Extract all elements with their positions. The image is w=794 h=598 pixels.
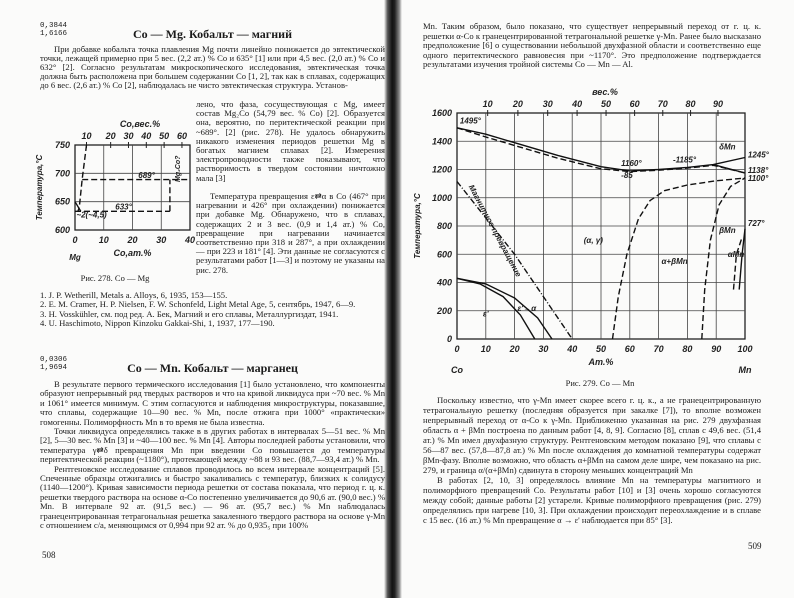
top-tick-label: 40 (141, 131, 152, 141)
top-tick-label: 50 (159, 131, 170, 141)
phase-label: Mg₂Co? (175, 155, 182, 182)
top-tick-label: 20 (105, 131, 116, 141)
paragraph: Рентгеновское исследование сплавов проводилось во всем интервале концентраций [5]. Спеченные образцы отжигались и быстро закаливались с температур, близких к солидусу (1140—1200°). Кривая зависимости периода решетки от состава показала, что период г. ц. к. решетки твердого раствора на основе α-Co постепенно увеличивается до 90,6 ат. (90,0 вес.) % Mn. В интервале 92 ат. (91,5 вес.) — 96 ат. (95,7 вес.) % Mn наблюдалась гранецентрированная тетрагональная решетка закаленного твердого раствора на основе γ-Mn с отношением c/a, меняющимся от 0,994 при 92 ат. % до 0,935₅ при 100% (40, 463, 385, 531)
annotation-label: -85 (621, 170, 633, 180)
paragraph: Температура превращения ε⇄α в Co (467° при нагревании и 426° при охлаждении) понижается при добавке Mg. Обнаружено, что в сплавах, содержащих 2 и 3 вес. (0,9 и 1,4 ат.) % Co, превращение при нагревании начинается соответственно при 318 и 287°, а при охлаждении — при 223 и 181° [4]. Эти данные не согласуются с результатами работ [1—3] и поэтому не указаны на рис. 278. (196, 191, 385, 275)
section-title-co-mn: Co — Mn. Кобальт — марганец (127, 361, 298, 375)
right-end-label: Mn (738, 365, 752, 375)
annotation-label: 727° (747, 219, 765, 228)
code-line: 1,9694 (40, 364, 68, 372)
y-tick-label: 800 (436, 221, 452, 231)
y-tick-label: 0 (446, 334, 452, 344)
y-tick-label: 1000 (431, 192, 452, 203)
paragraph: При добавке кобальта точка плавления Mg почти линейно понижается до эвтектической точки, лежащей примерно при 5 вес. (2,2 ат.) % Co и 635° [1] или при 4,5 вес. (2,0 ат.) % Co и 632° [2]. Согласно результатам микроскопического исследования, эвтектическая точка должна быть расположена при большем содержании Co [1, 2], так как в сплавах, содержащих до 6 вес. (2,6 ат.) % Co [2], наблюдалась не чисто эвтектическая структура. Установ- (40, 44, 385, 91)
left-end-label: Co (451, 365, 463, 375)
annotation-label: 1495° (459, 116, 481, 126)
y-tick-label: 650 (54, 196, 70, 207)
reference-item: 2. E. M. Cramer, H. P. Nielsen, F. W. Schonfeld, Light Metal Age, 5, сентябрь, 1947, 6—9. (40, 299, 356, 310)
annotation-label: 633° (115, 202, 132, 212)
y-axis-label: Температура,°С (35, 154, 44, 221)
top-axis-label: вес.% (592, 87, 618, 97)
y-tick-label: 600 (54, 225, 70, 235)
y-tick-label: 200 (436, 305, 452, 316)
figure-caption: Рис. 278. Co — Mg (80, 273, 150, 283)
annotation-label: Магнитное превращение (466, 183, 524, 279)
figure-278-co-mg-diagram (30, 112, 195, 272)
top-axis-label: Co,вес.% (119, 119, 161, 129)
page-number: 508 (42, 550, 56, 560)
x-tick-label: 40 (184, 235, 195, 245)
origin-label: Mg (69, 253, 81, 262)
phase-boundary-curve (739, 229, 745, 290)
annotation-label: βMn (719, 226, 736, 236)
code-line: 0,0306 (40, 356, 68, 364)
top-tick-label: 60 (629, 99, 640, 109)
top-tick-label: 20 (512, 99, 523, 109)
paragraph: Mn. Таким образом, было показано, что существует непрерывный переход от г. ц. к. решетки α-Co к гранецентрированной тетрагональной решетке γ-Mn. Ранее было высказано предположение [6] о существовании небольшой двухфазной области и соответственно еще одного перитектического равновесия при ~1170°. Это предположение подтверждается результатами изучения тройной системы Co — Mn — Al. (423, 21, 761, 70)
figure-caption: Рис. 279. Co — Mn (565, 378, 635, 388)
top-tick-label: 30 (542, 99, 553, 109)
annotation-label: 689° (138, 170, 155, 180)
top-tick-label: 50 (601, 99, 612, 109)
paragraph: В результате первого термического исследования [1] было установлено, что компоненты образуют непрерывный ряд твердых растворов и что на кривой ликвидуса при ~70 вес. % Mn и 1061° имеется минимум. С этим согласуются и наблюдения микроструктуры, показавшие, что сплавы, содержащие 10—90 вес. % Mn, после отжига при 1000° «практически» гомогенны. Полиморфность Mn в то время не была известна. (40, 379, 385, 427)
phase-boundary-curve (713, 165, 745, 173)
y-tick-label: 600 (436, 249, 452, 260)
y-tick-label: 1400 (431, 136, 452, 147)
x-tick-label: 10 (480, 344, 491, 354)
annotation-label: ε'→α (517, 303, 537, 313)
x-tick-label: 30 (538, 344, 549, 354)
paragraph: лено, что фаза, сосуществующая с Mg, имеет состав Mg₂Co (54,79 вес. % Co) [2]. Образуется она, вероятно, по перитектической реакции при ~689°. [2] (рис. 278). Не удалось обнаружить никакого изменения периодов решетки Mg в богатых магнием сплавах [2]. Измерения электропроводности также показывают, что растворимость в твердом состоянии ничтожно мала [3] (196, 99, 385, 183)
reference-item: 3. H. Vosskühler, см. под ред. А. Бек, Магний и его сплавы, Металлургиздат, 1941. (40, 308, 339, 319)
x-tick-label: 10 (98, 235, 109, 245)
annotation-label: 1100° (747, 173, 769, 183)
paragraph: Поскольку известно, что γ-Mn имеет скорее всего г. ц. к., а не гранецентрированную тетрагональную решетку (последняя образуется при закалке [7]), то вполне возможен непрерывный переход от α-Co к γ-Mn. Приближенно указанная на рис. 279 двухфазная область α + βMn построена по данным работ [4, 8, 9]. Согласно [8], сплав с 49,6 вес. (51,4 ат.) % Mn имел двухфазную структуру. Рентгеновским методом показано [9], что сплавы с 56—87 вес. (57,8—87,8 ат.) % Mn после охлаждения до комнатной температуры содержат βMn-фазу. Вполне возможно, что область α+βMn на самом деле шире, чем показано на рис. 279, и граница α/(α+βMn) сдвинута в сторону меньших концентраций Mn (423, 395, 761, 475)
y-tick-label: 1200 (431, 164, 452, 175)
y-tick-label: 1600 (431, 108, 452, 118)
section-title-co-mg: Co — Mg. Кобальт — магний (133, 27, 292, 41)
x-tick-label: 0 (72, 235, 78, 245)
x-tick-label: 30 (156, 235, 167, 245)
annotation-label: -1185° (673, 155, 697, 165)
annotation-label: αMn (727, 250, 745, 260)
reference-item: 1. J. P. Wetherill, Metals a. Alloys, 6, 1935, 153—155. (40, 290, 228, 300)
annotation-label: α+βMn (661, 257, 688, 267)
annotation-label: ~2(~4,5) (76, 210, 107, 220)
top-tick-label: 10 (81, 131, 92, 141)
reference-item: 4. U. Haschimoto, Nippon Kinzoku Gakkai-Shi, 1, 1937, 177—190. (40, 317, 275, 328)
top-tick-label: 40 (572, 99, 583, 109)
references-list (40, 291, 385, 328)
annotation-label: 1160° (621, 158, 642, 168)
figure-279-co-mn-diagram (400, 80, 794, 380)
paragraph: Точки ликвидуса определялись также в в других работах в интервалах 5—51 вес. % Mn [2], 5—30 вес. % Mn [3] и ~40—100 вес. % Mn [4]. Авторы последней работы установили, что температура γ⇄δ превращения Mn при введении Co повышается до температуры перитектической реакции (~1180°), протекающей между ~88 и 93 вес. (88,7—93,4 ат.) % Mn. (40, 426, 385, 465)
annotation-label: 1245° (747, 150, 769, 160)
x-tick-label: 70 (653, 344, 664, 354)
top-tick-label: 30 (123, 131, 134, 141)
top-tick-label: 70 (657, 99, 668, 109)
x-tick-label: 80 (682, 344, 693, 354)
x-axis-label: Ат.% (588, 357, 614, 367)
code-line: 0,3844 (40, 22, 68, 30)
annotation-label: ε' (482, 309, 489, 319)
x-tick-label: 0 (454, 344, 460, 354)
x-tick-label: 20 (509, 344, 520, 354)
x-tick-label: 50 (595, 344, 607, 354)
top-tick-label: 10 (482, 99, 493, 109)
page-number: 509 (748, 541, 762, 551)
paragraph: В работах [2, 10, 3] определялось влияние Mn на температуры магнитного и полиморфного превращений Co. Результаты работ [10] и [3] очень хорошо согласуются между собой; данные работы [2] устарели. Кривые полиморфного превращения (рис. 279) определялись при нагреве [10, 3]. При охлаждении происходит переохлаждение и в сплаве с 15 вес. (16 ат.) % Mn превращение α → ε' наблюдается при 85° [3]. (423, 475, 761, 525)
y-axis-label: Температура,°С (413, 193, 422, 259)
x-tick-label: 100 (737, 344, 753, 354)
x-tick-label: 40 (567, 344, 578, 354)
section-body (40, 380, 385, 531)
y-tick-label: 700 (54, 168, 70, 179)
annotation-label: (α, γ) (583, 235, 603, 245)
top-tick-label: 80 (685, 99, 696, 109)
x-tick-label: 60 (624, 344, 635, 354)
top-tick-label: 90 (712, 99, 723, 109)
annotation-label: δMn (719, 142, 736, 152)
x-tick-label: 90 (711, 344, 722, 354)
annotation-label: 1138° (747, 166, 769, 176)
code-line: 1,6166 (40, 30, 68, 38)
y-tick-label: 400 (436, 277, 452, 288)
x-tick-label: 20 (127, 235, 138, 245)
top-tick-label: 60 (176, 131, 187, 141)
section-body (423, 395, 761, 525)
y-tick-label: 750 (54, 140, 70, 150)
x-axis-label: Co,ат.% (113, 248, 152, 258)
